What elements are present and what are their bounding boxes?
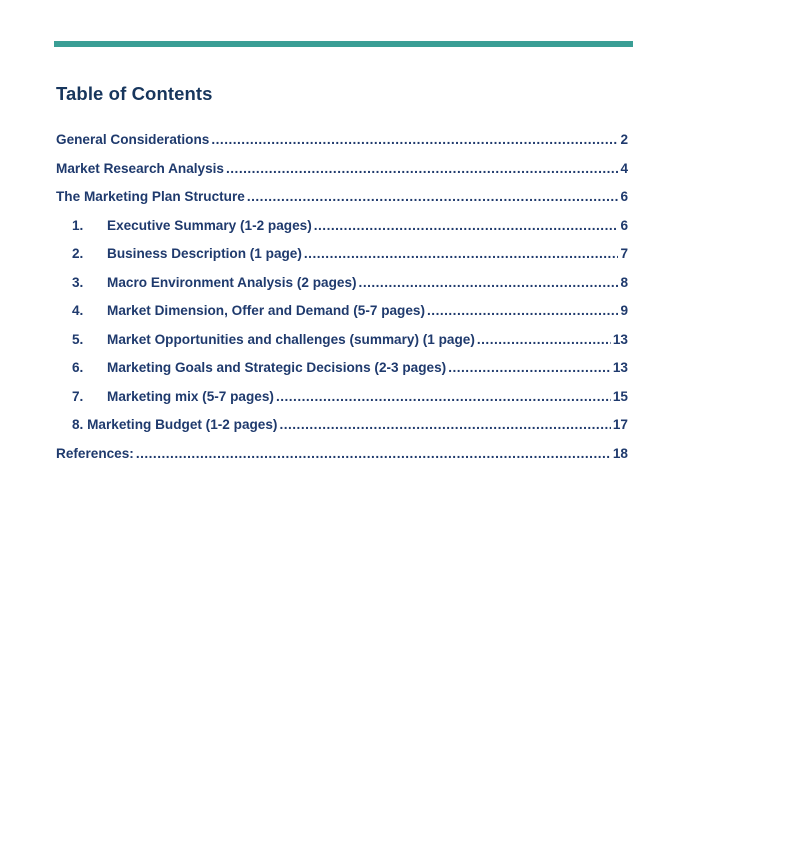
dot-leader [211,128,618,152]
toc-entry-text: Marketing Goals and Strategic Decisions (2-3 pages) [107,360,447,375]
toc-entry-text: Business Description (1 page) [107,246,302,261]
toc-page-number: 9 [620,303,628,318]
dot-leader [359,271,619,295]
toc-page-number: 7 [620,246,628,261]
toc-entry-text: Market Dimension, Offer and Demand (5-7 pages) [107,303,426,318]
toc-entry-number: 5. [72,331,84,347]
dot-leader [448,356,611,380]
toc-entry-text: 8. Marketing Budget (1-2 pages) [72,417,278,432]
dot-leader [247,185,619,209]
toc-entry-number: 4. [72,303,84,318]
toc-entry-marketing-mix[interactable] [56,385,628,414]
toc-entry-general-considerations[interactable] [56,128,628,157]
toc-entry-business-description[interactable] [56,242,628,271]
toc-page-number: 15 [612,388,628,404]
toc-entry-number: 3. [72,274,84,290]
toc-entry-text: The Marketing Plan Structure [56,189,245,204]
toc-page-number: 18 [612,445,628,461]
toc-page-number: 6 [620,189,628,204]
toc-entry-market-dimension[interactable] [56,299,628,328]
toc-entry-text: Market Research Analysis [56,160,224,176]
toc-entry-number: 7. [72,388,84,404]
toc-page-number: 17 [612,417,628,432]
toc-entry-text: References: [56,445,134,461]
header-accent-rule [54,41,633,47]
toc-page-number: 2 [620,132,628,147]
toc-page-number: 4 [620,160,628,176]
dot-leader [226,157,618,181]
toc-entry-market-research-analysis[interactable] [56,157,628,186]
dot-leader [314,214,619,238]
dot-leader [136,442,611,466]
toc-entry-text: Executive Summary (1-2 pages) [107,217,312,233]
toc-page-number: 13 [612,360,628,375]
toc-entry-marketing-budget[interactable] [56,413,628,442]
toc-entry-number: 2. [72,246,84,261]
toc-page-number: 6 [620,217,628,233]
toc-entry-marketing-plan-structure[interactable] [56,185,628,214]
toc-entry-marketing-goals[interactable] [56,356,628,385]
dot-leader [279,413,610,437]
dot-leader [477,328,611,352]
toc-page-number: 13 [612,331,628,347]
toc-entry-number: 6. [72,360,84,375]
toc-list [56,128,628,470]
toc-heading: Table of Contents [56,83,213,104]
dot-leader [276,385,611,409]
toc-entry-number: 1. [72,217,84,233]
toc-entry-text: Macro Environment Analysis (2 pages) [107,274,357,290]
toc-entry-text: Marketing mix (5-7 pages) [107,388,274,404]
toc-entry-market-opportunities[interactable] [56,328,628,357]
toc-entry-text: General Considerations [56,132,210,147]
toc-entry-macro-environment-analysis[interactable] [56,271,628,300]
toc-entry-text: Market Opportunities and challenges (summary) (1 page) [107,331,475,347]
toc-page-number: 8 [620,274,628,290]
dot-leader [427,299,618,323]
toc-entry-executive-summary[interactable] [56,214,628,243]
dot-leader [304,242,619,266]
toc-entry-references[interactable] [56,442,628,471]
